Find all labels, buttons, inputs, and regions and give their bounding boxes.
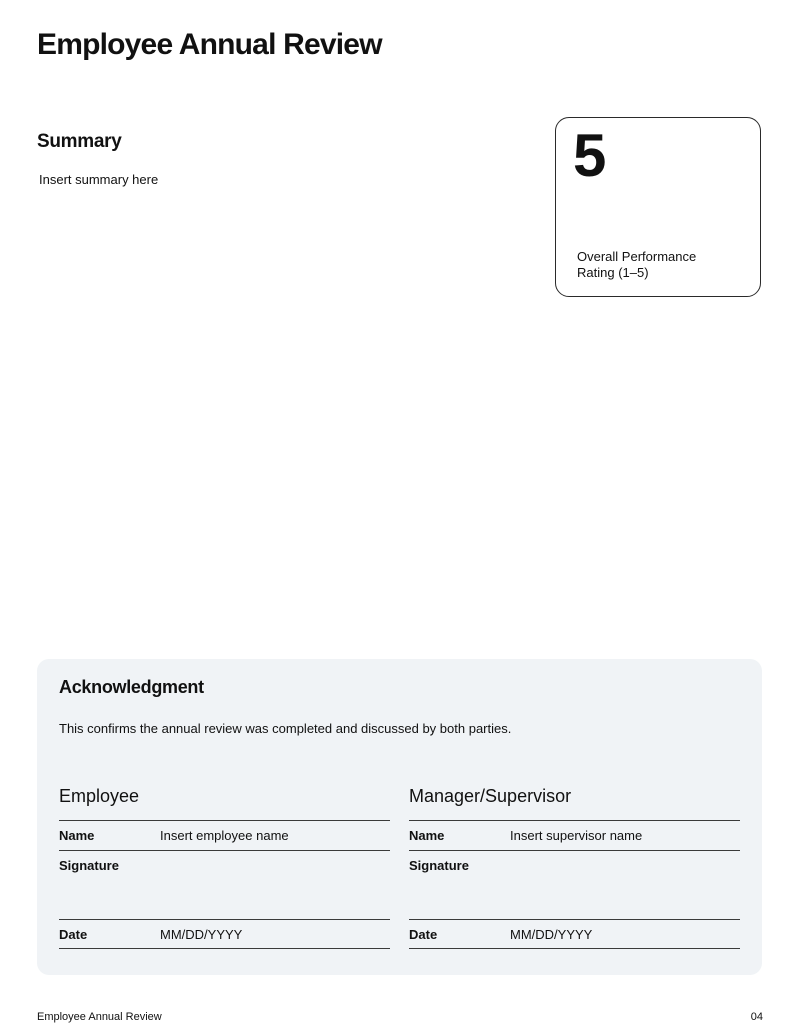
rating-label: Overall Performance Rating (1–5)	[577, 249, 697, 280]
employee-date-field[interactable]: MM/DD/YYYY	[160, 927, 243, 942]
manager-name-row	[409, 820, 740, 850]
employee-name-row	[59, 820, 390, 850]
employee-date-row	[59, 919, 390, 949]
manager-name-label: Name	[409, 828, 445, 843]
employee-name-field[interactable]: Insert employee name	[160, 828, 289, 843]
manager-date-row	[409, 919, 740, 949]
manager-section	[409, 783, 740, 949]
rating-card	[555, 117, 761, 297]
footer-title: Employee Annual Review	[37, 1011, 162, 1023]
manager-date-label: Date	[409, 927, 438, 942]
employee-section	[59, 783, 390, 949]
page-title: Employee Annual Review	[37, 28, 382, 61]
summary-text[interactable]: Insert summary here	[39, 172, 159, 187]
rating-value[interactable]: 5	[573, 122, 607, 189]
manager-signature-label: Signature	[409, 858, 469, 873]
employee-heading: Employee	[59, 786, 140, 806]
acknowledgment-text: This confirms the annual review was completed and discussed by both parties.	[59, 721, 512, 736]
manager-heading: Manager/Supervisor	[409, 786, 572, 806]
employee-signature-row[interactable]	[59, 850, 390, 919]
manager-name-field[interactable]: Insert supervisor name	[510, 828, 643, 843]
summary-heading: Summary	[37, 131, 122, 152]
manager-date-field[interactable]: MM/DD/YYYY	[510, 927, 593, 942]
acknowledgment-heading: Acknowledgment	[59, 677, 204, 697]
manager-signature-row[interactable]	[409, 850, 740, 919]
employee-signature-label: Signature	[59, 858, 119, 873]
employee-date-label: Date	[59, 927, 88, 942]
acknowledgment-panel	[37, 659, 762, 975]
page-number: 04	[750, 1011, 763, 1023]
employee-name-label: Name	[59, 828, 95, 843]
